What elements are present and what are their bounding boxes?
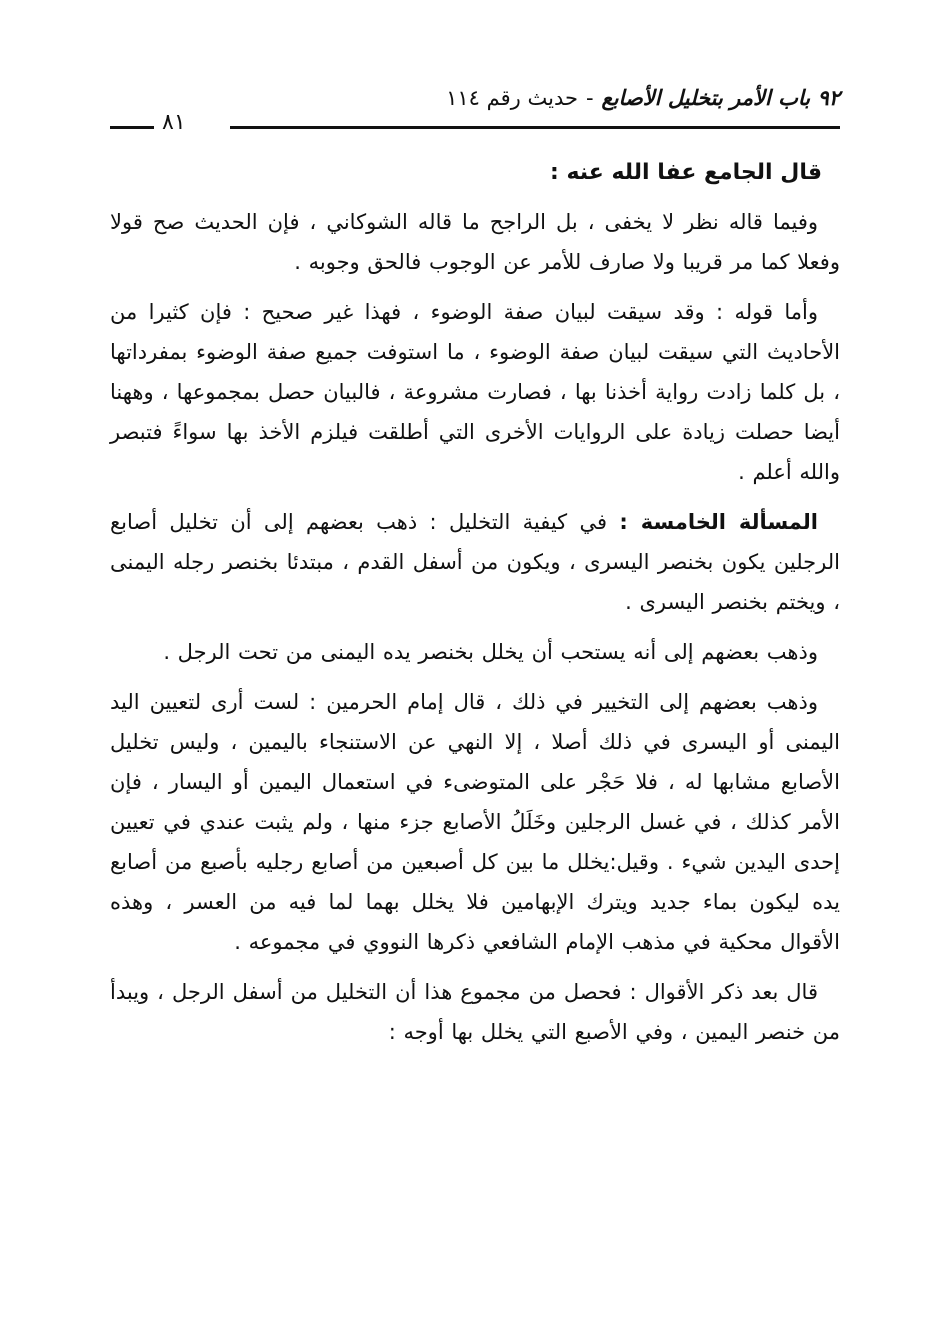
paragraph-text: قال بعد ذكر الأقوال : فحصل من مجموع هذا أن التخليل من أسفل الرجل ، ويبدأ من خنصر اليمين ، وفي الأصبع التي يخلل بها أوجه :: [110, 980, 840, 1044]
header-rule-line: [230, 126, 840, 129]
paragraph: [110, 502, 840, 622]
paragraph: [110, 202, 840, 282]
paragraph: [110, 682, 840, 962]
page-number: ٨١: [162, 110, 186, 135]
paragraph: [110, 972, 840, 1052]
paragraph-text: وفيما قاله نظر لا يخفى ، بل الراجح ما قاله الشوكاني ، فإن الحديث صح قولا وفعلا كما مر قريبا ولا صارف للأمر عن الوجوب فالحق وجوبه .: [110, 210, 840, 274]
section-heading: قال الجامع عفا الله عنه :: [549, 160, 822, 185]
paragraph: [110, 632, 840, 672]
hadith-number: حديث رقم ١١٤: [446, 86, 578, 110]
header-separator: -: [585, 86, 594, 110]
paragraph-text: وذهب بعضهم إلى التخيير في ذلك ، قال إمام الحرمين : لست أرى لتعيين اليد اليمنى أو اليسرى في ذلك أصلا ، إلا النهي عن الاستنجاء باليمين ، وليس تخليل الأصابع مشابها له ، فلا حَجْر على المتوضىء في استعمال اليمين أو اليسار ، فإن الأمر كذلك ، في غسل الرجلين وخَلَلُ الأصابع جزء منها ، ولم يثبت عندي في تعيين إحدى اليدين شيء . وقيل:يخلل ما بين كل أصبعين من أصابع رجليه بأصبع من أصابع يده ليكون بماء جديد ويترك الإبهامين فلا يخلل بهما لما فيه من العسر ، وهذه الأقوال محكية في مذهب الإمام الشافعي ذكرها النووي في مجموعه .: [110, 690, 840, 954]
book-page: [110, 70, 840, 1290]
header-rule-tail: [110, 126, 154, 129]
paragraph-text: في كيفية التخليل : ذهب بعضهم إلى أن تخليل أصابع الرجلين يكون بخنصر اليسرى ، ويكون من أسفل القدم ، مبتدئا بخنصر رجله اليمنى ، ويختم بخنصر اليسرى .: [110, 510, 840, 614]
paragraph-text: وذهب بعضهم إلى أنه يستحب أن يخلل بخنصر يده اليمنى من تحت الرجل .: [163, 640, 818, 664]
paragraph-text: وأما قوله : وقد سيقت لبيان صفة الوضوء ، فهذا غير صحيح : فإن كثيرا من الأحاديث التي سيقت لبيان صفة الوضوء ، ما استوفت جميع صفة الوضوء بمفرداتها ، بل كلما زادت رواية أخذنا بها ، فصارت مشروعة ، فالبيان حصل بمجموعها ، وههنا أيضا حصلت زيادة على الروايات الأخرى التي أطلقت فيلزم الأخذ بها سواءً فتبصر والله أعلم .: [110, 300, 840, 484]
paragraph: [110, 292, 840, 492]
page-body: [110, 152, 840, 1052]
issue-label: المسألة الخامسة :: [619, 510, 818, 534]
chapter-title: ٩٢ باب الأمر بتخليل الأصابع: [601, 86, 840, 110]
running-header: [110, 70, 840, 110]
header-rule: [110, 112, 840, 142]
